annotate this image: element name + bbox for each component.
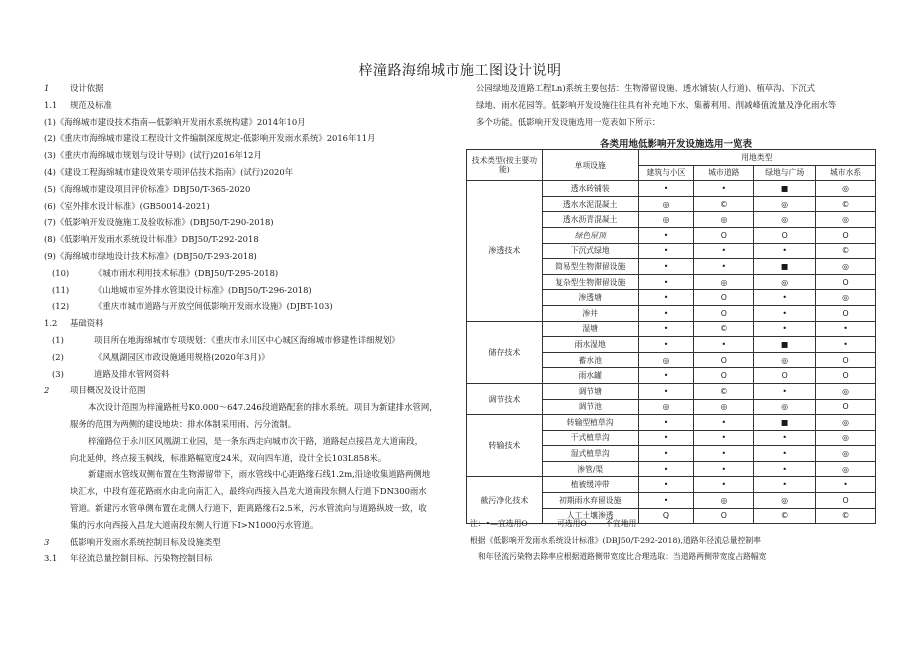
applicability-symbol: • (694, 430, 754, 446)
section-2-heading-text: 项目概况及设计范围 (70, 385, 146, 396)
applicability-symbol: ◎ (816, 430, 876, 446)
table-row (467, 181, 876, 197)
basis-item (44, 349, 464, 366)
table-row (467, 415, 876, 431)
applicability-symbol: • (754, 477, 816, 493)
paragraph-line: 管道。新建污水管单侧布置在北侧人行道下，距离路缘石2.5米，污水管流向与道路纵坡一致，收 (70, 502, 427, 513)
facility-cell: 湿塘 (542, 321, 638, 337)
facility-cell: 植被缓冲带 (542, 477, 638, 493)
applicability-symbol: © (694, 383, 754, 399)
applicability-symbol: ◎ (638, 352, 694, 368)
basis-text: 项目所在地海绵城市专项规划：《重庆市永川区中心城区海绵城市修建性详细规划》 (94, 334, 400, 345)
table-row (467, 477, 876, 493)
applicability-symbol: ◎ (754, 399, 816, 415)
basis-number: (1) (52, 334, 64, 345)
applicability-symbol: • (754, 461, 816, 477)
facility-cell: 雨水湿地 (542, 337, 638, 353)
applicability-symbol: • (754, 321, 816, 337)
applicability-symbol: ◎ (816, 212, 876, 228)
applicability-symbol: O (694, 305, 754, 321)
applicability-symbol: ◎ (694, 212, 754, 228)
applicability-symbol: ◎ (816, 259, 876, 275)
applicability-symbol: © (694, 321, 754, 337)
applicability-symbol: • (638, 430, 694, 446)
section-1-heading-text: 设计依据 (70, 83, 104, 93)
applicability-symbol: • (754, 243, 816, 259)
reference-item: (9)《海绵城市绿地设计技术标准》(DBJ50/T-293-2018) (44, 250, 257, 261)
applicability-symbol: • (638, 305, 694, 321)
applicability-symbol: • (694, 337, 754, 353)
applicability-symbol: ◎ (816, 461, 876, 477)
left-column (44, 80, 464, 567)
applicability-symbol: • (638, 461, 694, 477)
section-1-2-heading-number: 1.2 (44, 318, 58, 329)
after-line-2: 和年径流污染物去除率应根据道路侧带宽度比合理选取：当道路两侧带宽度占路幅宽 (478, 552, 767, 561)
header-land-type: 用地类型 (638, 150, 875, 166)
table-notes (470, 516, 766, 566)
basis-number: (3) (52, 368, 64, 379)
applicability-symbol: • (638, 383, 694, 399)
applicability-symbol: ◎ (816, 290, 876, 306)
applicability-symbol: O (816, 274, 876, 290)
applicability-symbol: ◎ (694, 399, 754, 415)
facility-cell: 调节塘 (542, 383, 638, 399)
applicability-symbol: O (694, 508, 754, 524)
facility-cell: 绿色屋顶 (542, 227, 638, 243)
header-col: 建筑与小区 (638, 165, 694, 181)
section-1-1-heading-number: 1.1 (44, 99, 58, 110)
tech-type-cell: 调节技术 (467, 383, 543, 414)
applicability-symbol: O (816, 227, 876, 243)
after-line-1: 根据《低影响开发雨水系统设计标准》(DBJ50/T-292-2018),道路年径流总量控制率 (470, 535, 761, 545)
reference-text: 《山地城市室外排水管渠设计标准》(DBJ50/T-296-2018) (94, 284, 312, 295)
applicability-symbol: ◎ (754, 274, 816, 290)
applicability-symbol: • (638, 368, 694, 384)
applicability-symbol: • (816, 321, 876, 337)
lid-facility-table (466, 149, 876, 524)
basis-text: 道路及排水管网资料 (94, 368, 170, 379)
facility-cell: 转输型植草沟 (542, 415, 638, 431)
section-3-1-heading-number: 3.1 (44, 553, 58, 564)
applicability-symbol: O (816, 305, 876, 321)
applicability-symbol: ◎ (754, 212, 816, 228)
reference-item: (8)《低影响开发雨水系统设计标准》DBJ50/T-292-2018 (44, 234, 259, 245)
intro-line-2: 绿地、雨水花园等。低影响开发设施往往具有补充地下水、集蓄利用、削减峰值流量及净化雨水等 (476, 99, 837, 110)
applicability-symbol: • (638, 274, 694, 290)
facility-cell: 雨水罐 (542, 368, 638, 384)
applicability-symbol: ◎ (638, 212, 694, 228)
applicability-symbol: ◎ (816, 446, 876, 462)
paragraph-line: 梓潼路位于永川区风凰湖工业园，是一条东西走向城市次干路，道路起点接昌龙大道南段， (88, 435, 423, 446)
facility-cell: 渗管/渠 (542, 461, 638, 477)
reference-item: (7)《低影响开发设施施工及验收标准》(DBJ50/T-290-2018) (44, 217, 274, 228)
facility-cell: 湿式植草沟 (542, 446, 638, 462)
reference-item: (6)《室外排水设计标准》(GB50014-2021) (44, 200, 210, 211)
applicability-symbol: • (694, 415, 754, 431)
applicability-symbol: ■ (754, 181, 816, 197)
applicability-symbol: ◎ (816, 415, 876, 431)
section-3-heading (44, 534, 464, 551)
applicability-symbol: • (754, 290, 816, 306)
basis-item (44, 366, 464, 383)
applicability-symbol: O (816, 493, 876, 509)
facility-cell: 简易型生物滞留设施 (542, 259, 638, 275)
header-col: 绿地与广场 (754, 165, 816, 181)
applicability-symbol: • (694, 477, 754, 493)
basis-text: 《风凰湖园区市政设施通用规格(2020年3月)》 (94, 351, 270, 362)
applicability-symbol: • (754, 305, 816, 321)
applicability-symbol: • (638, 243, 694, 259)
tech-type-cell: 截污净化技术 (467, 477, 543, 524)
table-header-row (467, 150, 876, 166)
paragraph-line: 本次设计范围为梓潼路桩号K0.000～647.246段道路配套的排水系统。项目为新建排水管网， (88, 402, 438, 413)
applicability-symbol: • (638, 181, 694, 197)
header-tech-type: 技术类型(按主要功能) (467, 150, 543, 181)
table-row (467, 383, 876, 399)
facility-cell: 人工土壤渗透 (542, 508, 638, 524)
section-1-2-heading (44, 315, 464, 332)
facility-cell: 透水砖铺装 (542, 181, 638, 197)
reference-item: (4)《建设工程海绵城市建设效果专项评估技术指南》(试行)2020年 (44, 166, 294, 177)
basis-item (44, 332, 464, 349)
applicability-symbol: ■ (754, 259, 816, 275)
reference-item (44, 265, 464, 282)
section-2-heading (44, 382, 464, 399)
facility-cell: 初期雨水弃留设施 (542, 493, 638, 509)
applicability-symbol: • (694, 446, 754, 462)
applicability-symbol: ◎ (694, 493, 754, 509)
paragraph-line: 块汇水，中段有莲花路雨水由北向南汇入，最终向西接入昌龙大道南段东侧人行道下DN300雨水 (70, 486, 427, 497)
paragraph-line: 向北延伸，终点接玉枫线，标准路幅宽度24米，双向四车道，设计全长103L858米。 (70, 452, 387, 463)
section-1-heading (44, 80, 464, 97)
applicability-symbol: O (694, 368, 754, 384)
applicability-symbol: Q (638, 508, 694, 524)
facility-cell: 复杂型生物滞留设施 (542, 274, 638, 290)
section-1-2-heading-text: 基础资料 (70, 318, 104, 329)
section-3-heading-number: 3 (44, 536, 50, 547)
reference-number: (10) (52, 267, 70, 278)
applicability-symbol: • (638, 415, 694, 431)
applicability-symbol: O (694, 227, 754, 243)
applicability-symbol: ◎ (754, 493, 816, 509)
applicability-symbol: ◎ (694, 274, 754, 290)
applicability-symbol: ◎ (754, 352, 816, 368)
facility-cell: 蓄水池 (542, 352, 638, 368)
applicability-symbol: • (638, 337, 694, 353)
intro-line-1: 公园绿地及道路工程Ln)系统主要包括：生物滞留设施、透水铺装(人行道)、植草沟、下沉式 (476, 83, 816, 93)
applicability-symbol: O (816, 352, 876, 368)
reference-item (44, 282, 464, 299)
applicability-symbol: © (816, 508, 876, 524)
basis-number: (2) (52, 351, 64, 362)
legend-note: 注：•—宜选用O-----------可选用O ------不宜地用 (470, 519, 637, 528)
applicability-symbol: O (816, 368, 876, 384)
reference-item: (1)《海绵城市建设技术指南—低影响开发雨水系统构建》2014年10月 (44, 116, 306, 127)
section-3-heading-text: 低影响开发雨水系统控制目标及设施类型 (70, 536, 221, 547)
section-3-1-heading (44, 550, 464, 567)
applicability-symbol: • (694, 243, 754, 259)
facility-cell: 透水沥青混凝土 (542, 212, 638, 228)
reference-text: 《城市雨水利用技术标准》(DBJ50/T-295-2018) (94, 267, 279, 278)
reference-item (44, 298, 464, 315)
applicability-symbol: © (816, 243, 876, 259)
applicability-symbol: O (754, 227, 816, 243)
applicability-symbol: • (694, 181, 754, 197)
applicability-symbol: O (754, 368, 816, 384)
section-1-1-heading (44, 97, 464, 114)
applicability-symbol: • (754, 446, 816, 462)
applicability-symbol: • (816, 477, 876, 493)
reference-number: (12) (52, 301, 70, 312)
applicability-symbol: • (694, 259, 754, 275)
paragraph-line: 集的污水向西接入昌龙大道南段东侧人行道下I>N1000污水管道。 (70, 519, 319, 530)
applicability-symbol: • (816, 337, 876, 353)
facility-cell: 下沉式绿地 (542, 243, 638, 259)
tech-type-cell: 储存技术 (467, 321, 543, 383)
applicability-symbol: ◎ (816, 383, 876, 399)
applicability-symbol: © (816, 196, 876, 212)
reference-item: (5)《海绵城市建设项目评价标准》DBJ50/T-365-2020 (44, 183, 251, 194)
applicability-symbol: ◎ (754, 196, 816, 212)
header-facility: 单项设施 (542, 150, 638, 181)
table-caption: 各类用地低影响开发设施选用一览表 (599, 139, 752, 150)
paragraph-line: 新建雨水管线双侧布置在生物滞留带下，雨水管线中心距路缘石线1.2m,沿途收集道路两侧地 (88, 469, 431, 480)
applicability-symbol: O (694, 290, 754, 306)
applicability-symbol: ◎ (816, 181, 876, 197)
applicability-symbol: • (754, 430, 816, 446)
facility-cell: 渗井 (542, 305, 638, 321)
reference-item: (2)《重庆市海绵城市建设工程设计文件编制深度规定-低影响开发雨水系统》2016年11月 (44, 133, 376, 144)
page-title: 梓潼路海绵城市施工图设计说明 (358, 63, 562, 79)
applicability-symbol: ■ (754, 415, 816, 431)
intro-line-3: 多个功能。低影响开发设施选用一览表如下所示： (476, 116, 661, 127)
reference-text: 《重庆市城市道路与开放空间低影响开发雨水设施》(DJBT-103) (94, 301, 333, 312)
tech-type-cell: 转输技术 (467, 415, 543, 477)
header-col: 城市水系 (816, 165, 876, 181)
table-row (467, 321, 876, 337)
facility-cell: 透水水泥混凝土 (542, 196, 638, 212)
section-1-heading-number: 1 (44, 83, 50, 93)
applicability-symbol: • (754, 383, 816, 399)
applicability-symbol: ◎ (638, 399, 694, 415)
section-2-heading-number: 2 (44, 385, 50, 396)
applicability-symbol: • (638, 446, 694, 462)
right-column-intro (476, 80, 876, 130)
header-col: 城市道路 (694, 165, 754, 181)
applicability-symbol: © (754, 508, 816, 524)
applicability-symbol: • (638, 290, 694, 306)
applicability-symbol: ◎ (638, 196, 694, 212)
facility-cell: 渗透塘 (542, 290, 638, 306)
tech-type-cell: 渗透技术 (467, 181, 543, 321)
facility-cell: 调节池 (542, 399, 638, 415)
applicability-symbol: © (694, 196, 754, 212)
applicability-symbol: O (816, 399, 876, 415)
paragraph-line: 服务的范围为两侧的建设地块：排水体制采用雨、污分流制。 (70, 418, 297, 429)
applicability-symbol: • (694, 461, 754, 477)
applicability-symbol: O (694, 352, 754, 368)
applicability-symbol: • (638, 321, 694, 337)
section-3-1-heading-text: 年径流总量控制目标、污染物控制目标 (70, 553, 213, 564)
reference-number: (11) (52, 284, 70, 295)
reference-item: (3)《重庆市海绵城市规划与设计导则》(试行)2016年12月 (44, 150, 262, 161)
applicability-symbol: • (638, 477, 694, 493)
applicability-symbol: • (638, 259, 694, 275)
section-1-1-heading-text: 规范及标准 (70, 99, 112, 110)
applicability-symbol: • (638, 493, 694, 509)
applicability-symbol: ■ (754, 337, 816, 353)
facility-cell: 干式植草沟 (542, 430, 638, 446)
applicability-symbol: • (638, 227, 694, 243)
